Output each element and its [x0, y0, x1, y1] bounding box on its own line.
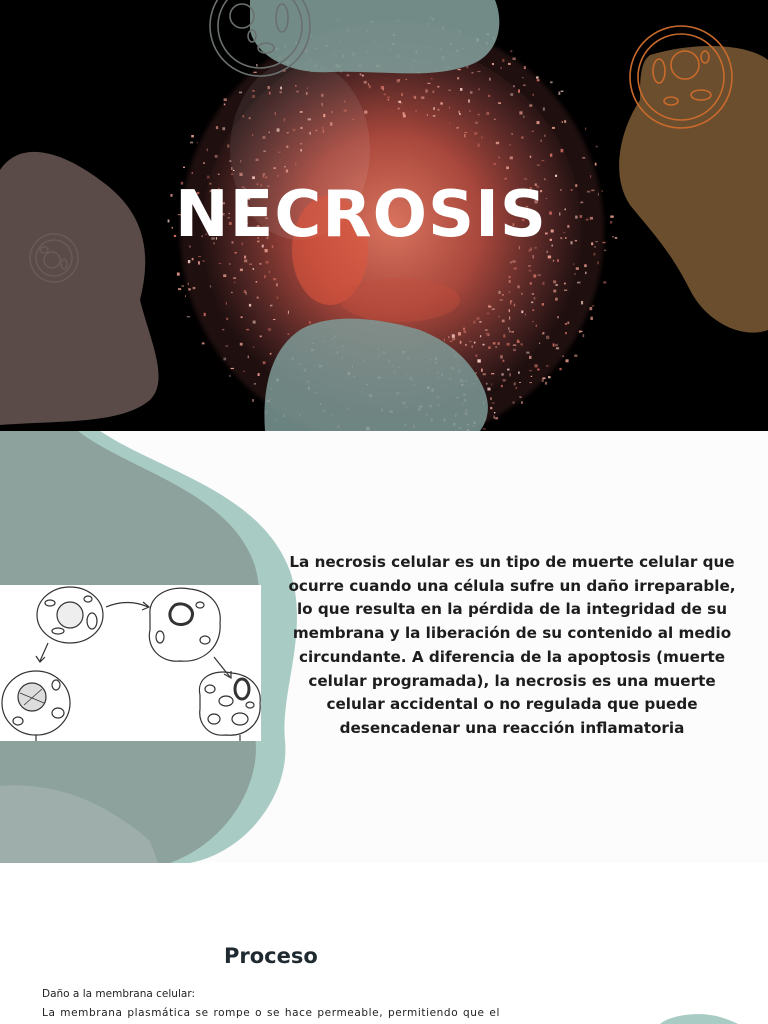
- section-body: La membrana plasmática se rompe o se hace permeable, permitiendo que el: [42, 1007, 500, 1019]
- section-subheading: Daño a la membrana celular:: [42, 988, 195, 1000]
- intro-paragraph: La necrosis celular es un tipo de muerte celular que ocurre cuando una célula sufre un daño irreparable, lo que resulta en la pérdida de la integridad de su membrana y la liberación de su contenido al medio circundante. A diferencia de la apoptosis (muerte celular programada), la necrosis es una muerte celular accidental o no regulada que puede desencadenar una reacción inflamatoria: [288, 553, 736, 737]
- cell-diagram-figure: [0, 585, 261, 741]
- cover-slide: [0, 0, 768, 431]
- intro-slide: [0, 431, 768, 863]
- section-heading: Proceso: [224, 944, 318, 968]
- process-slide: [0, 863, 768, 1024]
- necrosis-diagram: [0, 585, 261, 741]
- mint-corner-blob: [660, 1014, 738, 1024]
- page-title: NECROSIS: [175, 178, 547, 252]
